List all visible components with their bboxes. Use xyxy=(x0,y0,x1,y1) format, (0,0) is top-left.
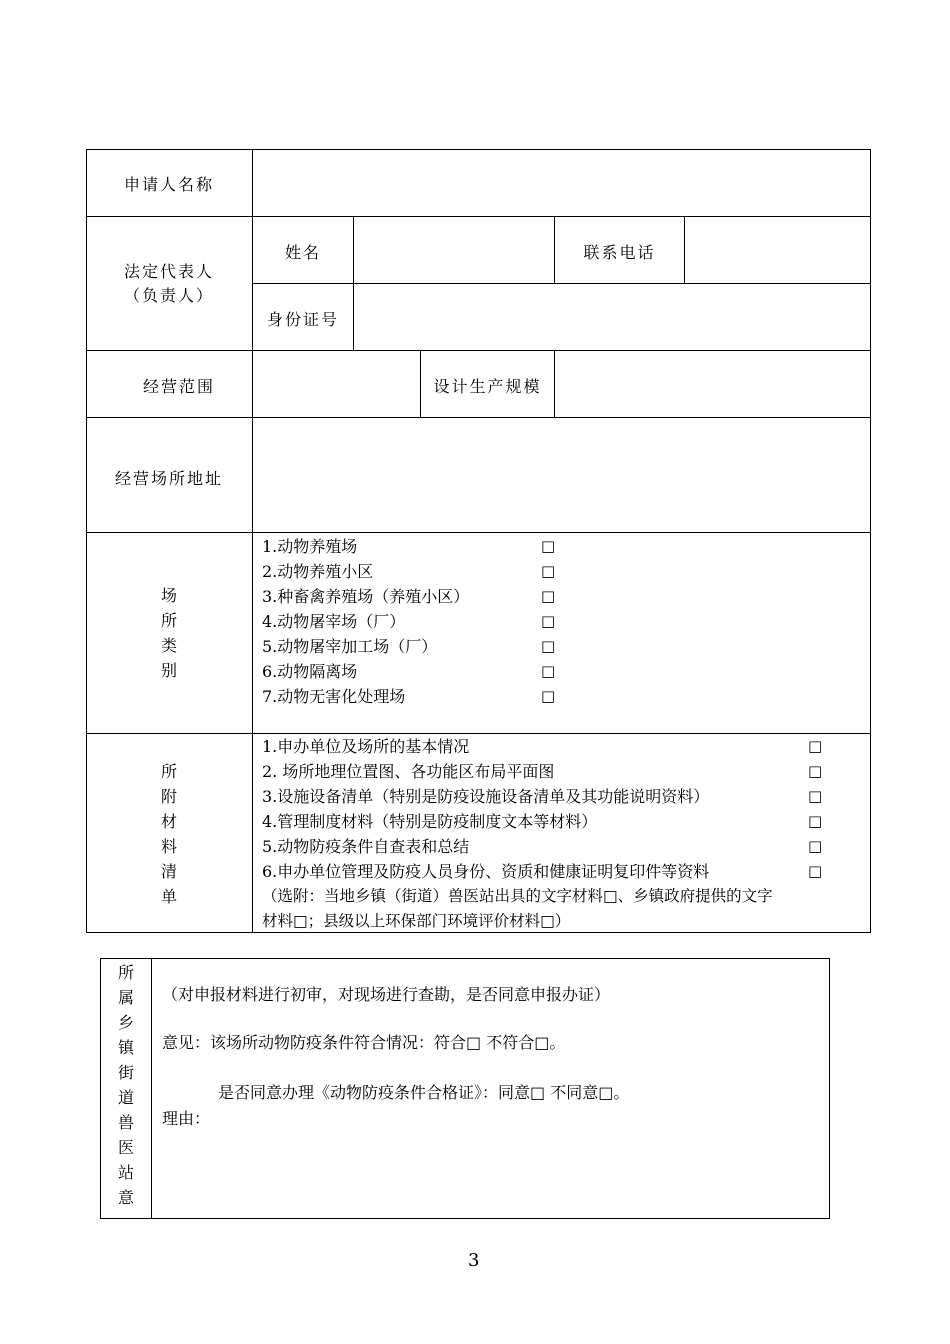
checkbox[interactable]: □ xyxy=(541,662,556,680)
opinion-side-label: 所 属 乡 镇 街 道 兽 医 站 意 xyxy=(117,963,134,1207)
checkbox[interactable]: □ xyxy=(541,612,556,630)
row-divider xyxy=(86,532,871,533)
phone-label: 联系电话 xyxy=(583,243,656,262)
checkbox[interactable]: □ xyxy=(808,787,823,805)
checkbox[interactable]: □ xyxy=(541,587,556,605)
name-field[interactable] xyxy=(355,218,553,282)
opinion-instruction: （对申报材料进行初审，对现场进行查勘，是否同意申报办证） xyxy=(162,985,611,1004)
opinion-reason-field[interactable] xyxy=(210,1104,820,1214)
row-divider xyxy=(86,350,871,351)
col-divider xyxy=(554,350,555,417)
row-divider xyxy=(86,216,871,217)
business-address-label: 经营场所地址 xyxy=(114,469,223,488)
optional-note: （选附：当地乡镇（街道）兽医站出具的文字材料□、乡镇政府提供的文字 xyxy=(262,887,773,905)
col-divider xyxy=(151,958,152,1219)
checkbox[interactable]: □ xyxy=(541,537,556,555)
business-address-field[interactable] xyxy=(254,419,869,531)
legal-rep-label: 法定代表人 xyxy=(123,262,214,281)
opinion-approval-line: 是否同意办理《动物防疫条件合格证》：同意□ 不同意□。 xyxy=(218,1083,630,1102)
checkbox[interactable]: □ xyxy=(541,562,556,580)
site-type-list xyxy=(262,534,862,709)
optional-note-cont: 材料□；县级以上环保部门环境评价材料□） xyxy=(262,912,571,930)
materials-list xyxy=(262,734,862,934)
row-divider xyxy=(86,417,871,418)
business-scope-label: 经营范围 xyxy=(142,377,215,396)
list-item: 4.动物屠宰场（厂） □ xyxy=(262,609,862,634)
list-item: 2. 场所地理位置图、各功能区布局平面图 □ xyxy=(262,759,862,784)
checkbox[interactable]: □ xyxy=(808,762,823,780)
page-number: 3 xyxy=(468,1250,480,1271)
list-item: 2.动物养殖小区 □ xyxy=(262,559,862,584)
production-scale-field[interactable] xyxy=(556,352,869,416)
phone-field[interactable] xyxy=(686,218,869,282)
opinion-compliance-line: 意见：该场所动物防疫条件符合情况：符合□ 不符合□。 xyxy=(162,1033,566,1052)
site-type-label: 场 所 类 别 xyxy=(160,586,177,680)
id-number-label: 身份证号 xyxy=(266,310,339,329)
checkbox[interactable]: □ xyxy=(808,837,823,855)
col-divider xyxy=(684,216,685,283)
production-scale-label: 设计生产规模 xyxy=(433,377,542,396)
checkbox[interactable]: □ xyxy=(808,812,823,830)
checkbox[interactable]: □ xyxy=(541,637,556,655)
checkbox[interactable]: □ xyxy=(808,737,823,755)
list-item: 6.动物隔离场 □ xyxy=(262,659,862,684)
row-divider xyxy=(253,283,871,284)
list-item: 6.申办单位管理及防疫人员身份、资质和健康证明复印件等资料 □ xyxy=(262,859,862,884)
list-item: 5.动物防疫条件自查表和总结 □ xyxy=(262,834,862,859)
business-scope-field[interactable] xyxy=(254,352,419,416)
checkbox[interactable]: □ xyxy=(808,862,823,880)
list-item: 5.动物屠宰加工场（厂） □ xyxy=(262,634,862,659)
applicant-name-field[interactable] xyxy=(254,151,869,215)
list-item: 3.种畜禽养殖场（养殖小区） □ xyxy=(262,584,862,609)
applicant-name-label: 申请人名称 xyxy=(123,175,214,194)
opinion-reason-label: 理由： xyxy=(162,1109,211,1128)
checkbox[interactable]: □ xyxy=(541,687,556,705)
materials-label: 所 附 材 料 清 单 xyxy=(160,762,177,906)
name-label: 姓名 xyxy=(284,243,321,262)
list-item: 3.设施设备清单（特别是防疫设施设备清单及其功能说明资料） □ xyxy=(262,784,862,809)
list-item: 7.动物无害化处理场 □ xyxy=(262,684,862,709)
list-item: 1.申办单位及场所的基本情况 □ xyxy=(262,734,862,759)
list-item: 1.动物养殖场 □ xyxy=(262,534,862,559)
legal-rep-sub-label: （负责人） xyxy=(123,286,214,305)
id-number-field[interactable] xyxy=(355,285,869,349)
col-divider xyxy=(252,149,253,933)
list-item: 4.管理制度材料（特别是防疫制度文本等材料） □ xyxy=(262,809,862,834)
col-divider xyxy=(353,216,354,350)
